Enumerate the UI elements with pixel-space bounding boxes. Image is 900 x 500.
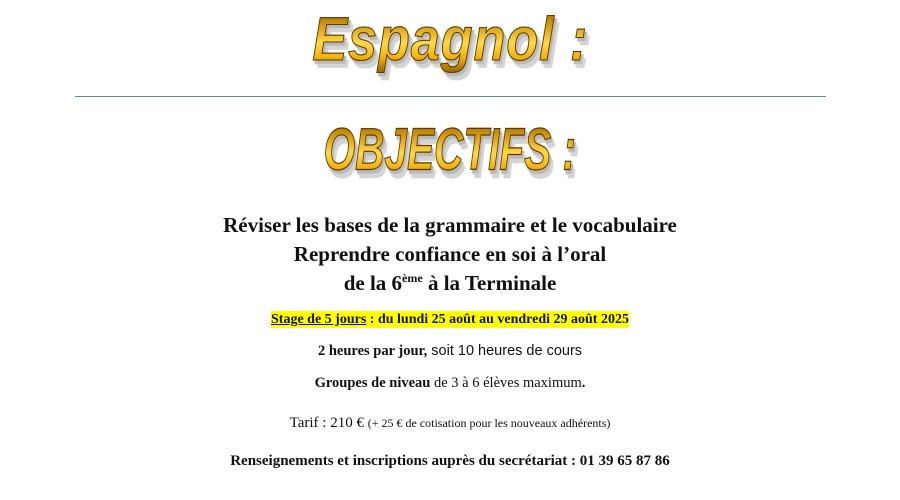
hours-rest: soit 10 heures de cours: [427, 343, 583, 359]
hours-bold: 2 heures par jour,: [317, 343, 428, 359]
levels-superscript: ème: [402, 271, 423, 285]
tarif-info: [0, 415, 900, 432]
objective-levels: [0, 271, 900, 296]
stage-label: Stage de 5 jours: [271, 312, 367, 327]
title-objectifs: [0, 116, 900, 184]
hours-info: [0, 343, 900, 360]
groups-end: .: [581, 375, 586, 391]
levels-prefix: de la 6: [343, 271, 403, 295]
contact-info: Renseignements et inscriptions auprès du secrétariat : 01 39 65 87 86: [230, 453, 670, 469]
tarif-note: (+ 25 € de cotisation pour les nouveaux adhérents): [367, 416, 611, 430]
objective-oral: Reprendre confiance en soi à l’oral: [293, 242, 607, 266]
levels-suffix: à la Terminale: [422, 271, 557, 295]
groups-bold: Groupes de niveau: [314, 375, 431, 391]
groups-info: [0, 375, 900, 392]
groups-rest: de 3 à 6 élèves maximum: [430, 375, 582, 391]
tarif-main: Tarif : 210 €: [289, 415, 368, 431]
title-espagnol: [0, 6, 900, 73]
objective-grammar: Réviser les bases de la grammaire et le vocabulaire: [223, 213, 677, 237]
title-espagnol-text: Espagnol :: [312, 5, 588, 74]
stage-date-range: : du lundi 25 août au vendredi 29 août 2025: [366, 312, 629, 327]
stage-highlight: [271, 311, 629, 328]
divider-line: [75, 96, 826, 97]
title-objectifs-text: OBJECTIFS :: [323, 116, 577, 184]
stage-dates: [0, 312, 900, 328]
